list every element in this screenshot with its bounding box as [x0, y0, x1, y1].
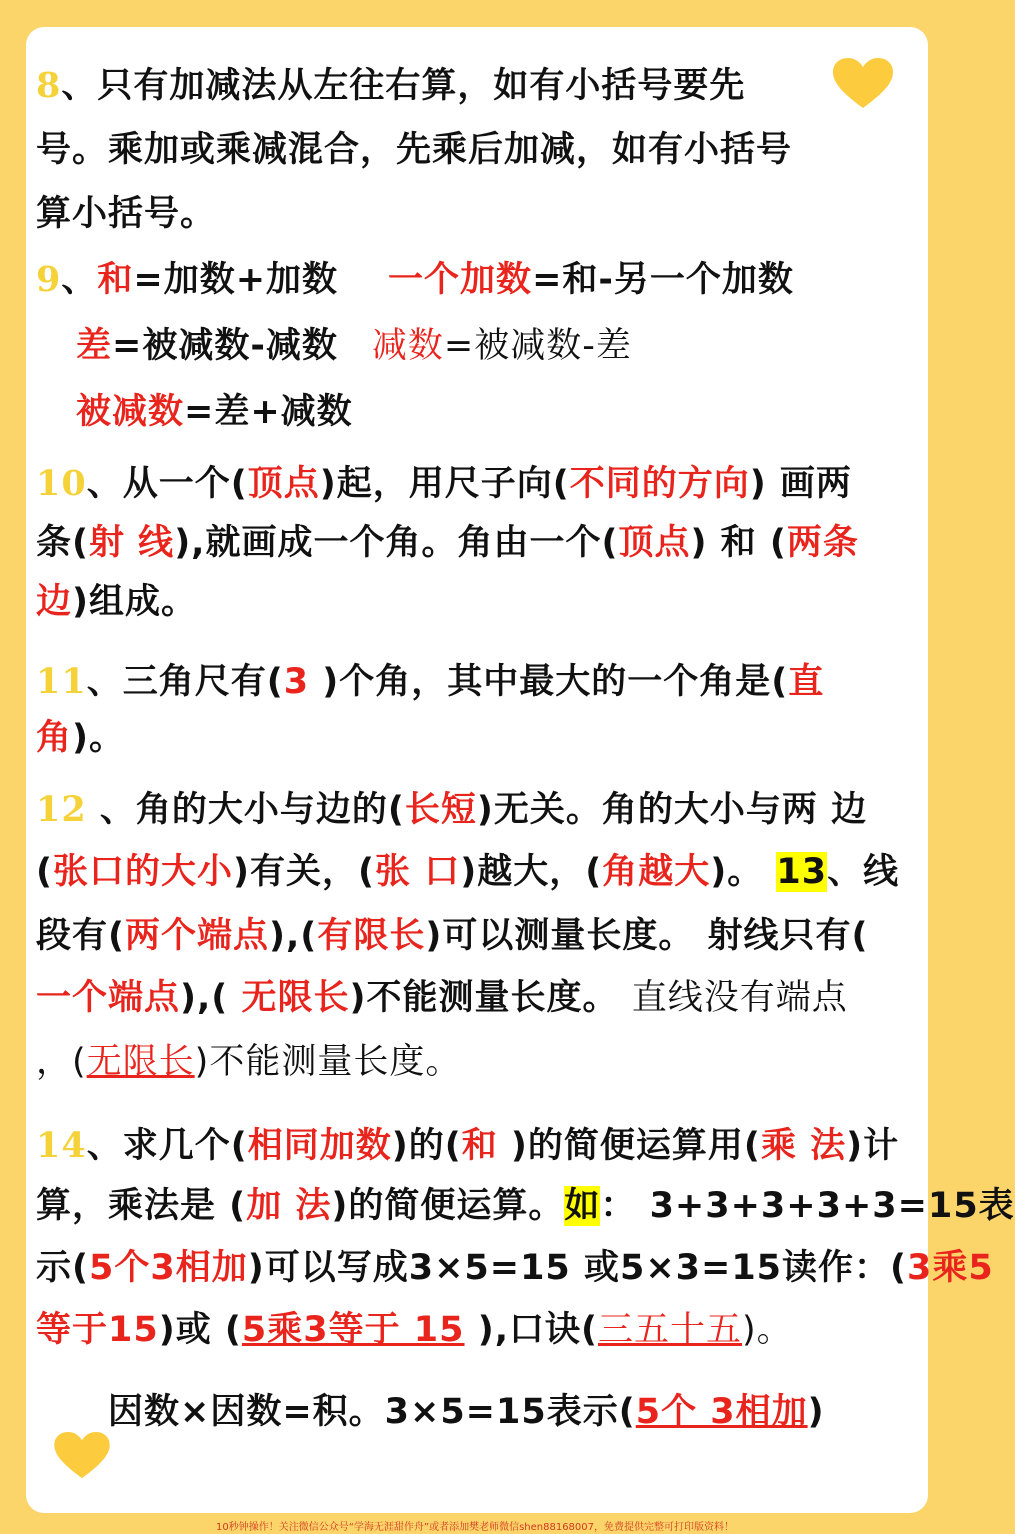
item-10-line-3: 边)组成。 [36, 582, 198, 622]
item-13-line-4: ，(无限长)不能测量长度。 [36, 1042, 462, 1082]
item-12-number: 12 [36, 789, 87, 830]
item-8-number: 8 [36, 65, 62, 106]
item-14-line-1: 14、求几个(相同加数)的(和 )的简便运算用(乘 法)计 [36, 1125, 900, 1166]
item-8-line-3: 算小括号。 [36, 194, 217, 234]
content-card [26, 27, 928, 1513]
footer-note: 10秒钟操作！关注微信公众号“学海无涯甜作舟”或者添加樊老师微信shen88168007，免费提供完整可打印版资料！ [215, 1522, 735, 1533]
item-11-number: 11 [36, 661, 87, 702]
item-12-line-1: 12 、角的大小与边的(长短)无关。角的大小与两 边 [36, 789, 868, 830]
item-14-line-4: 等于15)或 (5乘3等于 15 ),口诀(三五十五)。 [36, 1310, 793, 1350]
item-13-line-3: 一个端点),( 无限长)不能测量长度。 直线没有端点 [36, 978, 848, 1018]
item-9-line-3: 被减数=差+减数 [76, 392, 353, 432]
item-10-line-2: 条(射 线),就画成一个角。角由一个(顶点) 和 (两条 [36, 523, 859, 563]
factor-line: 因数×因数=积。3×5=15表示(5个 3相加) [108, 1392, 825, 1432]
heart-icon [54, 1432, 110, 1480]
item-13-line-2: 段有(两个端点),(有限长)可以测量长度。 射线只有( [36, 916, 869, 956]
item-14-line-2: 算，乘法是 (加 法)的简便运算。如： 3+3+3+3+3=15表 [36, 1186, 1015, 1226]
item-12-line-2: (张口的大小)有关，(张 口)越大，(角越大)。 13、线 [36, 852, 900, 892]
item-11-line-1: 11、三角尺有(3 )个角，其中最大的一个角是(直 [36, 661, 825, 702]
item-11-line-2: 角)。 [36, 718, 126, 758]
item-9-line-1: 9、和=加数+加数 一个加数=和-另一个加数 [36, 259, 794, 300]
item-14-line-3: 示(5个3相加)可以写成3×5=15 或5×3=15读作：(3乘5 [36, 1248, 994, 1288]
item-9-line-2: 差=被减数-减数 减数=被减数-差 [76, 326, 632, 366]
heart-icon [833, 58, 893, 110]
item-9-number: 9 [36, 259, 62, 300]
item-8-line-1: 8、只有加减法从左往右算，如有小括号要先 [36, 65, 746, 106]
item-10-number: 10 [36, 463, 87, 504]
item-14-number: 14 [36, 1125, 87, 1166]
item-13-number: 13 [776, 852, 828, 892]
item-8-line-2: 号。乘加或乘减混合，先乘后加减，如有小括号 [36, 130, 793, 170]
item-10-line-1: 10、从一个(顶点)起，用尺子向(不同的方向) 画两 [36, 463, 852, 504]
